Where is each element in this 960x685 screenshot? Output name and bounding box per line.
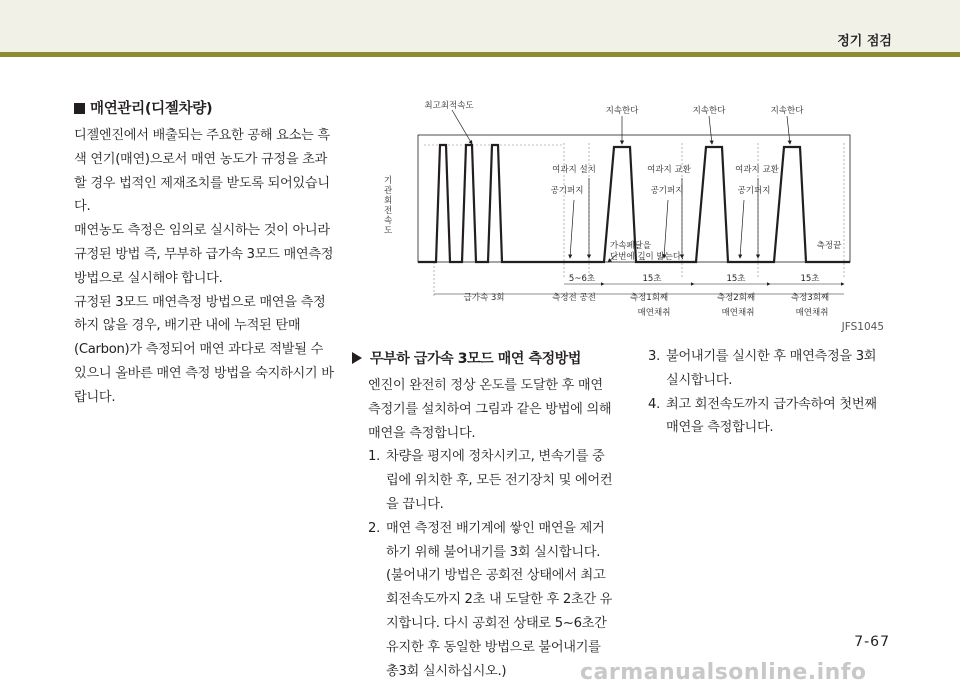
step-4 xyxy=(648,393,888,441)
label-hold-1: 지속한다 xyxy=(605,106,639,116)
step-3-text: 불어내기를 실시한 후 매연측정을 3회 실시합니다. xyxy=(666,349,877,388)
label-15-sec-2: 15초 xyxy=(726,274,746,284)
label-15-sec-3: 15초 xyxy=(800,274,820,284)
method-column-2 xyxy=(648,345,888,440)
step-1 xyxy=(368,445,616,516)
step-3-number: 3. xyxy=(648,349,660,364)
triangle-bullet-icon xyxy=(352,352,362,364)
label-hold-3: 지속한다 xyxy=(770,106,804,116)
step-4-text: 최고 회전속도까지 급가속하여 첫번째 매연을 측정합니다. xyxy=(666,396,877,436)
label-pedal-line-1: 가속페달을 xyxy=(610,241,652,251)
page-number: 7-67 xyxy=(854,634,890,650)
square-bullet-icon xyxy=(74,103,85,114)
label-hold-2: 지속한다 xyxy=(692,106,726,116)
step-2-number: 2. xyxy=(368,520,380,536)
label-15-sec-1: 15초 xyxy=(642,274,662,284)
method-title-text: 무부하 급가속 3모드 매연 측정방법 xyxy=(370,351,581,367)
section-body xyxy=(74,124,336,410)
step-1-number: 1. xyxy=(368,449,380,465)
figure-caption: JFS1045 xyxy=(841,321,884,333)
step-3 xyxy=(648,345,888,393)
label-measure-3: 측정3회째 xyxy=(790,293,830,303)
step-2 xyxy=(368,517,616,684)
svg-text:기관회전속도: 기 관 회 전 속 도 xyxy=(384,176,393,236)
header-bar xyxy=(0,0,960,57)
label-accel-3: 급가속 3회 xyxy=(463,293,505,303)
label-pre-idle: 측정전 공전 xyxy=(552,293,596,303)
step-1-text: 차량을 평지에 정차시키고, 변속기를 중립에 위치한 후, 모든 전기장치 및 에어컨을 끕니다. xyxy=(386,449,613,512)
label-pedal-line-2: 단번에 깊이 밟는다. xyxy=(610,252,684,262)
label-5-6-sec: 5~6초 xyxy=(568,274,596,284)
watermark: carmanualsonline.info xyxy=(580,660,867,685)
header-divider xyxy=(0,52,960,57)
method-column-1 xyxy=(368,374,616,683)
method-title xyxy=(352,348,581,368)
paragraph-3: 규정된 3모드 매연측정 방법으로 매연을 측정하지 않을 경우, 배기관 내에 누적된 탄매(Carbon)가 측정되어 매연 과다로 적발될 수 있으니 올바른 매연 측정 방법을 숙지하시기 바랍니다. xyxy=(74,294,334,405)
step-2-text: 매연 측정전 배기계에 쌓인 매연을 제거 하기 위해 불어내기를 3회 실시합니다.(불어내기 방법은 공회전 상태에서 최고 회전속도까지 2초 내 도달한 후 2초간 유지합니다. 다시 공회전 상태로 5~6초간 유지한 후 동일한 방법으로 불어내기를 총3회 실시하십시오.) xyxy=(386,520,613,679)
label-air-purge-3: 공기퍼지 xyxy=(737,186,771,196)
label-filter-change-1: 여과지 교환 xyxy=(647,165,691,175)
smoke-test-diagram xyxy=(374,98,894,346)
label-filter-change-2: 여과지 교환 xyxy=(735,165,779,175)
y-axis-label xyxy=(384,175,393,236)
label-sample-2: 매연채취 xyxy=(721,308,755,318)
section-title xyxy=(74,97,212,118)
label-sample-1: 매연채취 xyxy=(637,308,671,318)
page-title: 정기 점검 xyxy=(837,34,892,49)
label-max-speed: 최고최적속도 xyxy=(424,101,474,111)
label-measure-end: 측정끝 xyxy=(816,241,842,251)
label-sample-3: 매연채취 xyxy=(795,308,829,318)
paragraph-1: 디젤엔진에서 배출되는 주요한 공해 요소는 흑색 연기(매연)으로서 매연 농도가 규정을 초과할 경우 법적인 제재조치를 받도록 되어있습니다. xyxy=(74,128,330,215)
label-air-purge-2: 공기퍼지 xyxy=(650,186,684,196)
label-air-purge-1: 공기퍼지 xyxy=(550,186,584,196)
label-filter-install: 여과지 설치 xyxy=(552,165,596,175)
section-title-text: 매연관리(디젤차량) xyxy=(90,101,213,117)
label-measure-2: 측정2회째 xyxy=(716,293,756,303)
paragraph-2: 매연농도 측정은 임의로 실시하는 것이 아니라 규정된 방법 즉, 무부하 급가속 3모드 매연측정방법으로 실시해야 합니다. xyxy=(74,223,334,286)
method-intro: 엔진이 완전히 정상 온도를 도달한 후 매연 측정기를 설치하여 그림과 같은 방법에 의해 매연을 측정합니다. xyxy=(368,378,612,441)
step-4-number: 4. xyxy=(648,396,660,412)
label-measure-1: 측정1회째 xyxy=(629,293,669,303)
